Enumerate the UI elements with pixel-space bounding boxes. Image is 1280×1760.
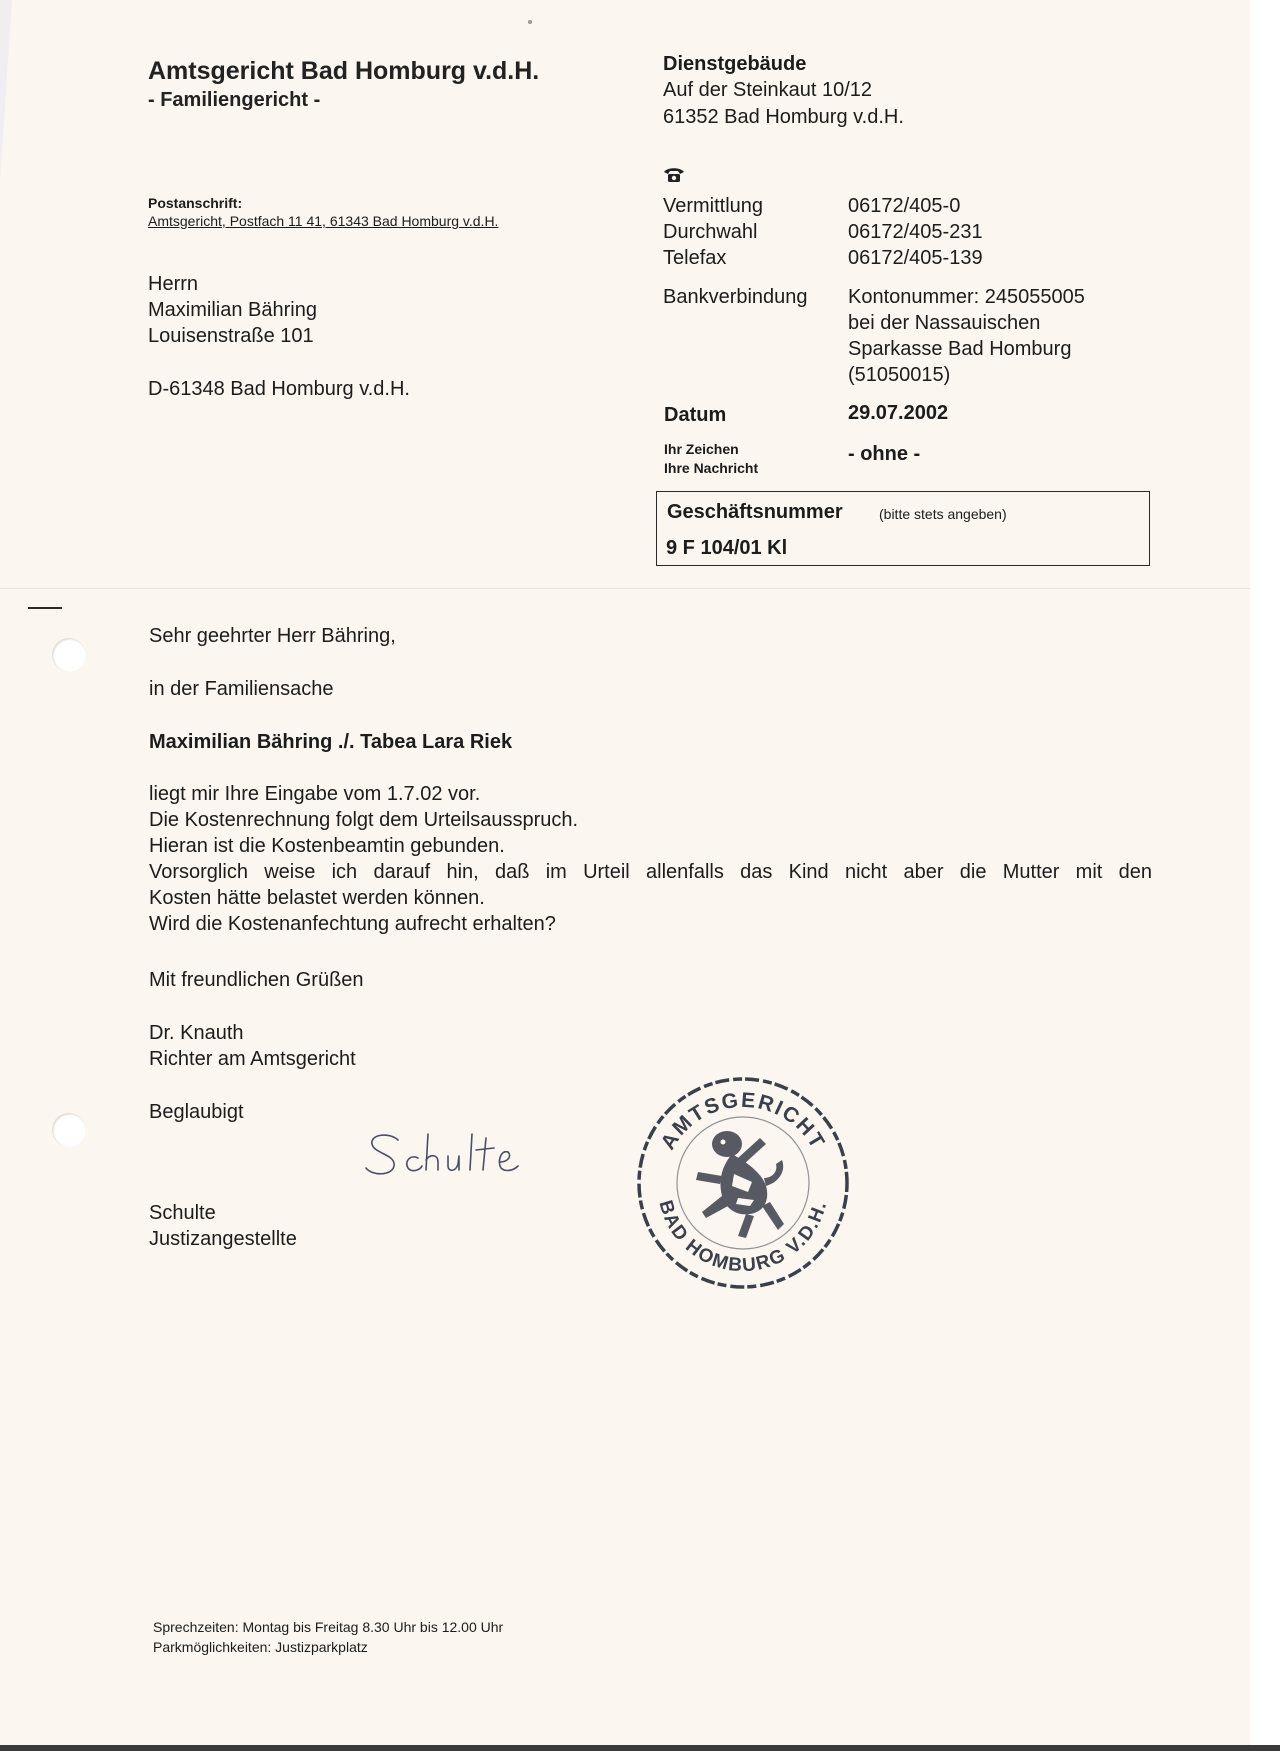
scan-edge-bottom [0,1745,1280,1751]
contact-value-switchboard: 06172/405-0 [848,195,961,217]
paper-speck [528,20,532,24]
body-line: Vorsorglich weise ich darauf hin, daß im Urteil allenfalls das Kind nicht aber die Mutter mit den [149,861,1152,883]
signer-title: Richter am Amtsgericht [149,1048,356,1070]
postal-label: Postanschrift: [148,195,243,211]
building-street: Auf der Steinkaut 10/12 [663,79,873,101]
signer-name: Dr. Knauth [149,1022,244,1044]
case-number-value: 9 F 104/01 Kl [666,537,788,559]
case-number-label: Geschäftsnummer [667,501,843,523]
message-label: Ihre Nachricht [664,460,759,476]
scan-edge-shadow [0,0,12,180]
contact-value-direct: 06172/405-231 [848,221,983,243]
clerk-title: Justizangestellte [149,1228,297,1250]
body-line: Hieran ist die Kostenbeamtin gebunden. [149,835,505,857]
greeting: Sehr geehrter Herr Bähring, [149,625,396,647]
building-heading: Dienstgebäude [663,53,807,75]
body-line: liegt mir Ihre Eingabe vom 1.7.02 vor. [149,783,481,805]
recipient-name: Maximilian Bähring [148,299,317,321]
case-parties: Maximilian Bähring ./. Tabea Lara Riek [149,731,513,753]
contact-value-fax: 06172/405-139 [848,247,983,269]
closing: Mit freundlichen Grüßen [149,969,364,991]
reference-value: - ohne - [848,443,921,465]
contact-label-direct: Durchwahl [663,221,758,243]
clerk-name: Schulte [149,1202,216,1224]
parking-info: Parkmöglichkeiten: Justizparkplatz [153,1639,368,1655]
bank-line: (51050015) [848,364,951,386]
postal-address: Amtsgericht, Postfach 11 41, 61343 Bad Homburg v.d.H. [148,213,499,229]
telephone-icon [663,167,685,183]
contact-label-switchboard: Vermittlung [663,195,764,217]
contact-label-fax: Telefax [663,247,727,269]
bank-line: Sparkasse Bad Homburg [848,338,1072,360]
reference-label: Ihr Zeichen [664,441,739,457]
office-hours: Sprechzeiten: Montag bis Freitag 8.30 Uhr bis 12.00 Uhr [153,1619,504,1635]
punch-hole-top [52,638,86,672]
date-label: Datum [664,404,727,426]
certified-label: Beglaubigt [149,1101,244,1123]
recipient-street: Louisenstraße 101 [148,325,314,347]
court-department: - Familiengericht - [148,89,321,111]
seal-text-top: AMTSGERICHT [656,1088,830,1154]
handwritten-signature [362,1128,542,1184]
paper-fold-line [0,588,1250,589]
bank-line: Kontonummer: 245055005 [848,286,1085,308]
case-number-hint: (bitte stets angeben) [879,506,1007,522]
building-city: 61352 Bad Homburg v.d.H. [663,106,904,128]
fold-mark [28,607,62,609]
recipient-salutation: Herrn [148,273,199,295]
punch-hole-bottom [52,1113,86,1147]
matter-intro: in der Familiensache [149,678,334,700]
bank-label: Bankverbindung [663,286,808,308]
case-number-box [656,491,1150,566]
court-seal-stamp [634,1074,852,1292]
body-line: Kosten hätte belastet werden können. [149,887,485,909]
recipient-city: D-61348 Bad Homburg v.d.H. [148,378,410,400]
date-value: 29.07.2002 [848,402,949,424]
body-line: Wird die Kostenanfechtung aufrecht erhalten? [149,913,556,935]
body-line: Die Kostenrechnung folgt dem Urteilsausspruch. [149,809,579,831]
seal-text-bottom: BAD HOMBURG V.D.H. [654,1198,832,1277]
court-name: Amtsgericht Bad Homburg v.d.H. [148,57,540,85]
bank-line: bei der Nassauischen [848,312,1041,334]
